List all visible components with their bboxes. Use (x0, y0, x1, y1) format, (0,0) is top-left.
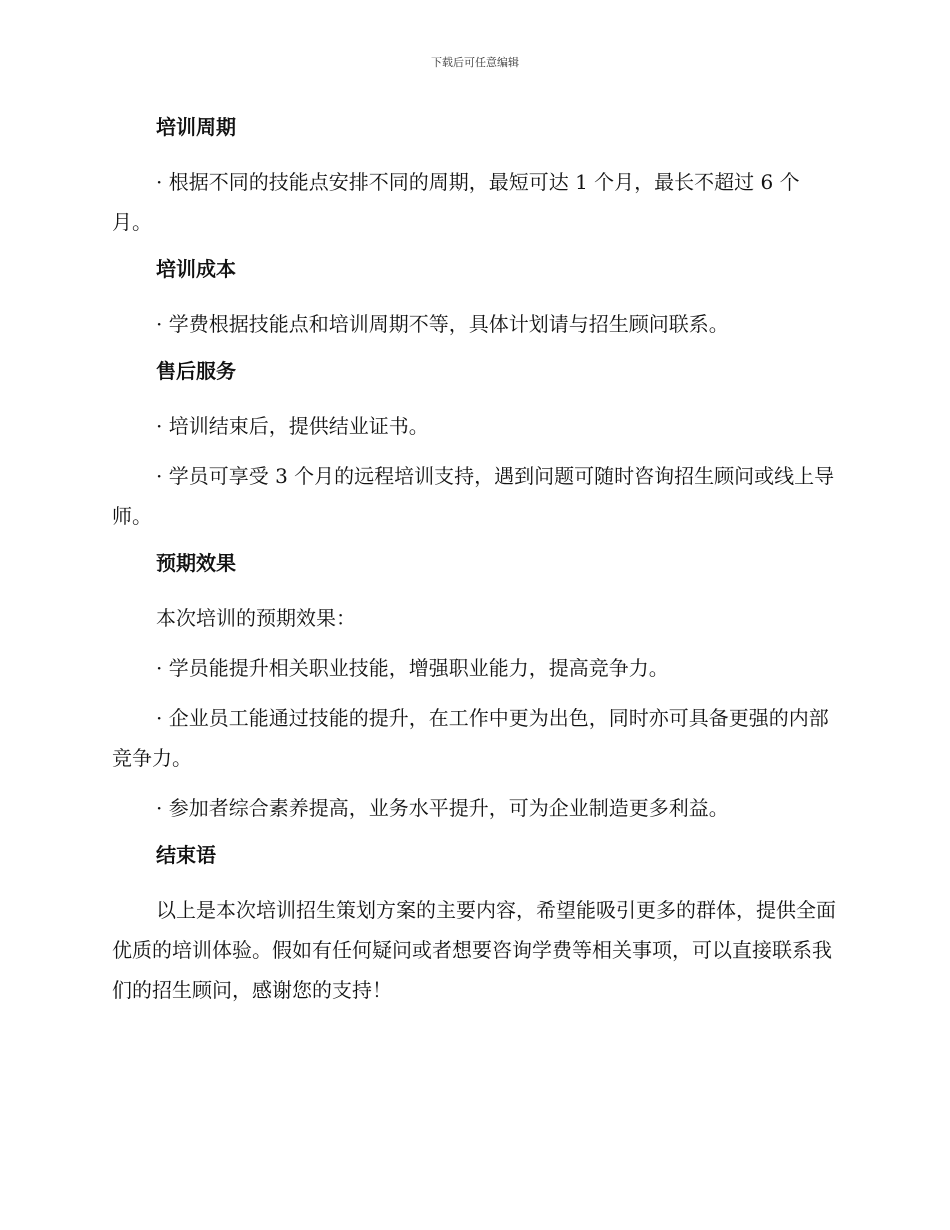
paragraph-closing: 以上是本次培训招生策划方案的主要内容，希望能吸引更多的群体，提供全面优质的培训体验。假如有任何疑问或者想要咨询学费等相关事项，可以直接联系我们的招生顾问，感谢您的支持！ (112, 898, 836, 1002)
paragraph-training-cost: · 学费根据技能点和培训周期不等，具体计划请与招生顾问联系。 (156, 312, 729, 336)
paragraph-remote-support: · 学员可享受 3 个月的远程培训支持，遇到问题可随时咨询招生顾问或线上导师。 (112, 464, 835, 528)
heading-closing: 结束语 (156, 843, 216, 867)
paragraph-effect-participants: · 参加者综合素养提高，业务水平提升，可为企业制造更多利益。 (156, 796, 729, 820)
heading-training-period: 培训周期 (156, 115, 236, 139)
paragraph-effect-employees: · 企业员工能通过技能的提升，在工作中更为出色，同时亦可具备更强的内部竞争力。 (112, 706, 829, 770)
page-header: 下载后可任意编辑 (431, 56, 519, 69)
heading-after-sales: 售后服务 (156, 359, 236, 383)
heading-training-cost: 培训成本 (156, 257, 236, 281)
paragraph-certificate: · 培训结束后，提供结业证书。 (156, 414, 429, 438)
paragraph-effect-intro: 本次培训的预期效果： (156, 606, 356, 630)
document-body (112, 110, 836, 1020)
paragraph-training-period: · 根据不同的技能点安排不同的周期，最短可达 1 个月，最长不超过 6 个月。 (112, 170, 800, 234)
paragraph-effect-skills: · 学员能提升相关职业技能，增强职业能力，提高竞争力。 (156, 656, 669, 680)
heading-expected-effect: 预期效果 (156, 551, 236, 575)
